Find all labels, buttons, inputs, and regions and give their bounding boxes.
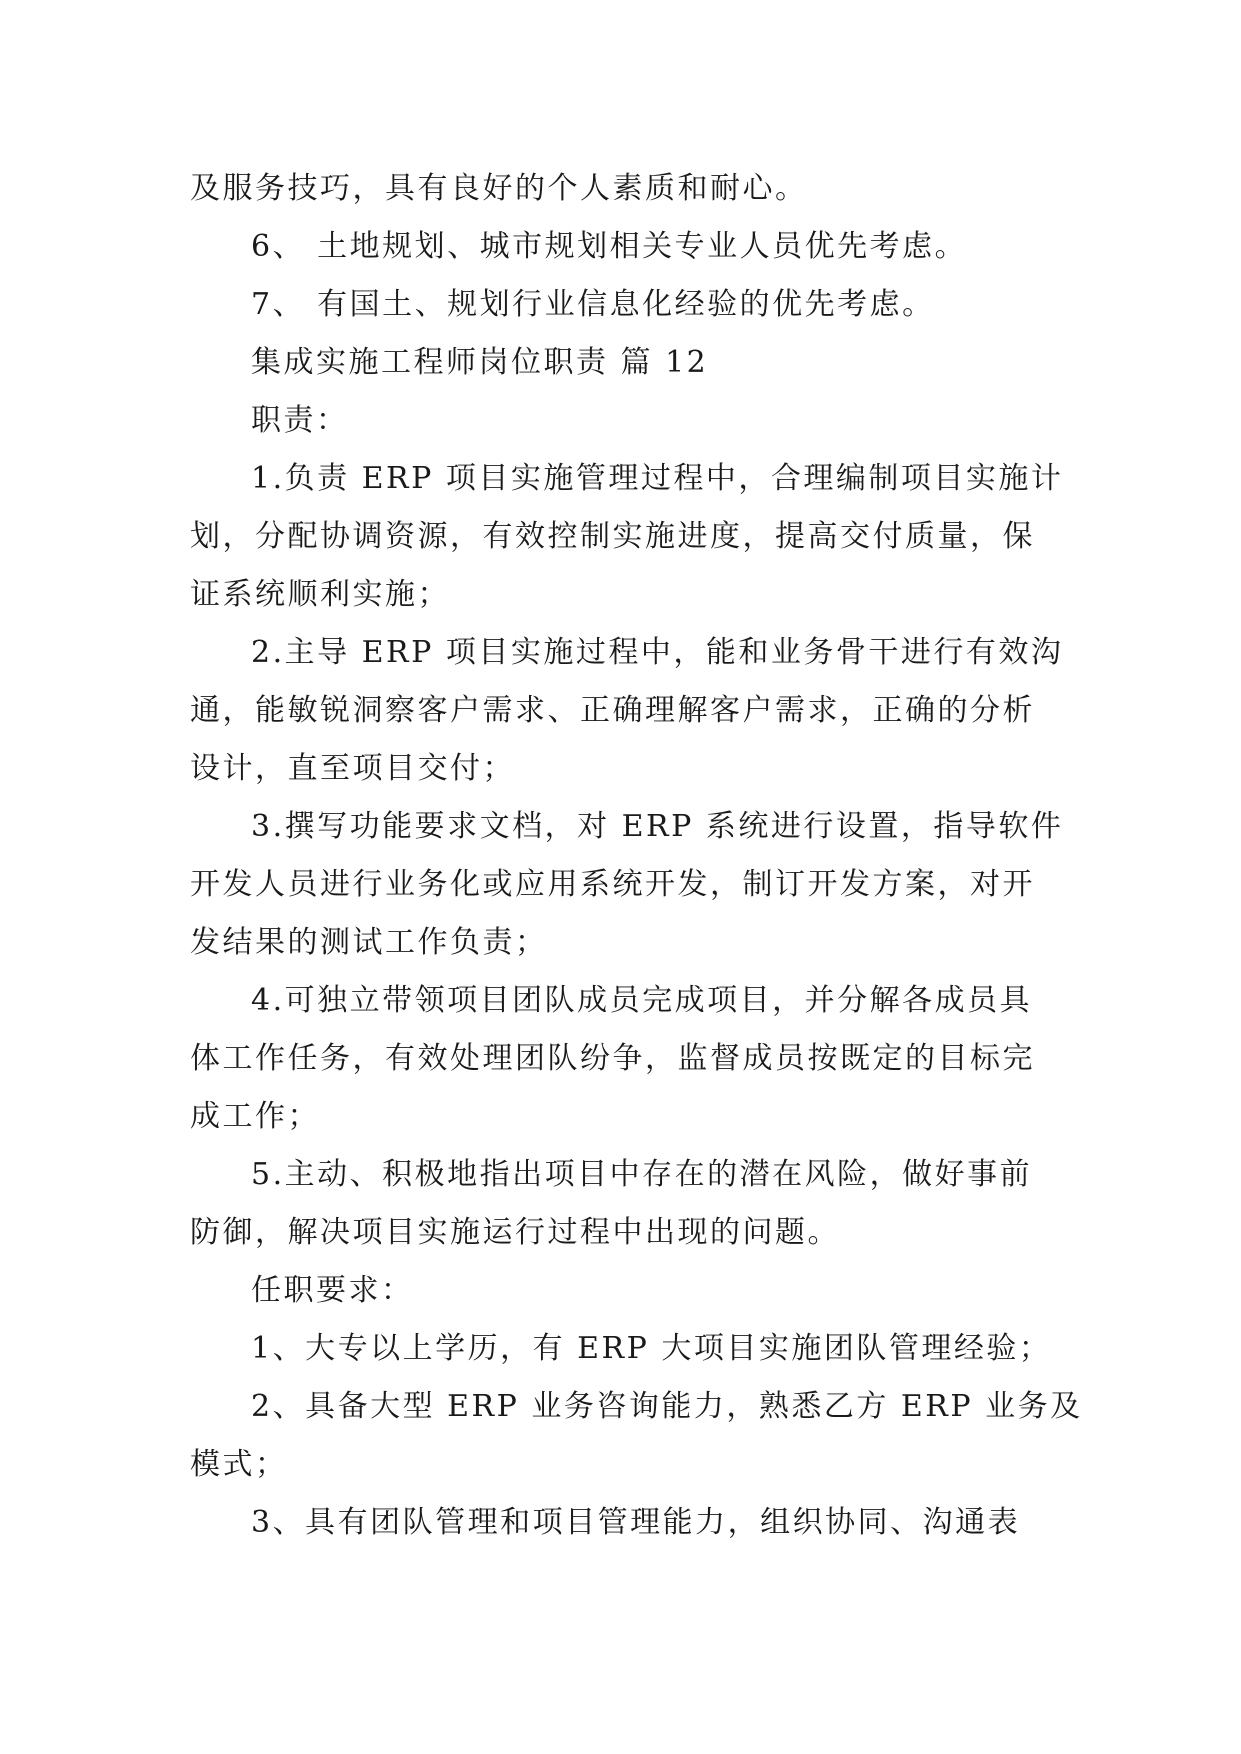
paragraph-line: 证系统顺利实施；	[190, 577, 450, 612]
paragraph-line: 防御，解决项目实施运行过程中出现的问题。	[190, 1215, 840, 1250]
paragraph	[190, 392, 1055, 450]
paragraph-line: 任职要求：	[251, 1273, 414, 1308]
paragraph	[190, 1146, 1055, 1262]
paragraph-line: 通，能敏锐洞察客户需求、正确理解客户需求，正确的分析	[190, 693, 1035, 728]
paragraph-line: 发结果的测试工作负责；	[190, 925, 548, 960]
paragraph	[190, 1494, 1055, 1552]
paragraph-line: 5.主动、积极地指出项目中存在的潜在风险，做好事前	[251, 1157, 1033, 1192]
paragraph	[190, 160, 1055, 218]
paragraph	[190, 218, 1055, 276]
document-body	[190, 160, 1083, 1552]
paragraph-line: 1.负责 ERP 项目实施管理过程中，合理编制项目实施计	[251, 461, 1064, 496]
paragraph-line: 设计，直至项目交付；	[190, 751, 515, 786]
paragraph-line: 及服务技巧，具有良好的个人素质和耐心。	[190, 171, 808, 206]
paragraph-line: 划，分配协调资源，有效控制实施进度，提高交付质量，保	[190, 519, 1035, 554]
paragraph-line: 1、大专以上学历，有 ERP 大项目实施团队管理经验；	[251, 1331, 1052, 1366]
paragraph	[190, 334, 1055, 392]
paragraph	[190, 798, 1064, 972]
paragraph-line: 模式；	[190, 1447, 288, 1482]
paragraph-line: 开发人员进行业务化或应用系统开发，制订开发方案，对开	[190, 867, 1035, 902]
paragraph-line: 7、 有国土、规划行业信息化经验的优先考虑。	[251, 287, 935, 322]
paragraph-line: 集成实施工程师岗位职责 篇 12	[251, 345, 709, 380]
paragraph-line: 3.撰写功能要求文档，对 ERP 系统进行设置，指导软件	[251, 809, 1064, 844]
paragraph-line: 体工作任务，有效处理团队纷争，监督成员按既定的目标完	[190, 1041, 1035, 1076]
paragraph	[190, 1262, 1055, 1320]
paragraph-line: 4.可独立带领项目团队成员完成项目，并分解各成员具	[251, 983, 1033, 1018]
paragraph-line: 2、具备大型 ERP 业务咨询能力，熟悉乙方 ERP 业务及	[251, 1389, 1083, 1424]
paragraph	[190, 1320, 1055, 1378]
paragraph	[190, 450, 1064, 624]
paragraph-line: 成工作；	[190, 1099, 320, 1134]
paragraph-line: 职责：	[251, 403, 349, 438]
paragraph	[190, 972, 1055, 1146]
paragraph-line: 2.主导 ERP 项目实施过程中，能和业务骨干进行有效沟	[251, 635, 1064, 670]
paragraph	[190, 624, 1064, 798]
paragraph	[190, 1378, 1083, 1494]
paragraph-line: 3、具有团队管理和项目管理能力，组织协同、沟通表	[251, 1505, 1021, 1540]
paragraph-line: 6、 土地规划、城市规划相关专业人员优先考虑。	[251, 229, 968, 264]
paragraph	[190, 276, 1055, 334]
